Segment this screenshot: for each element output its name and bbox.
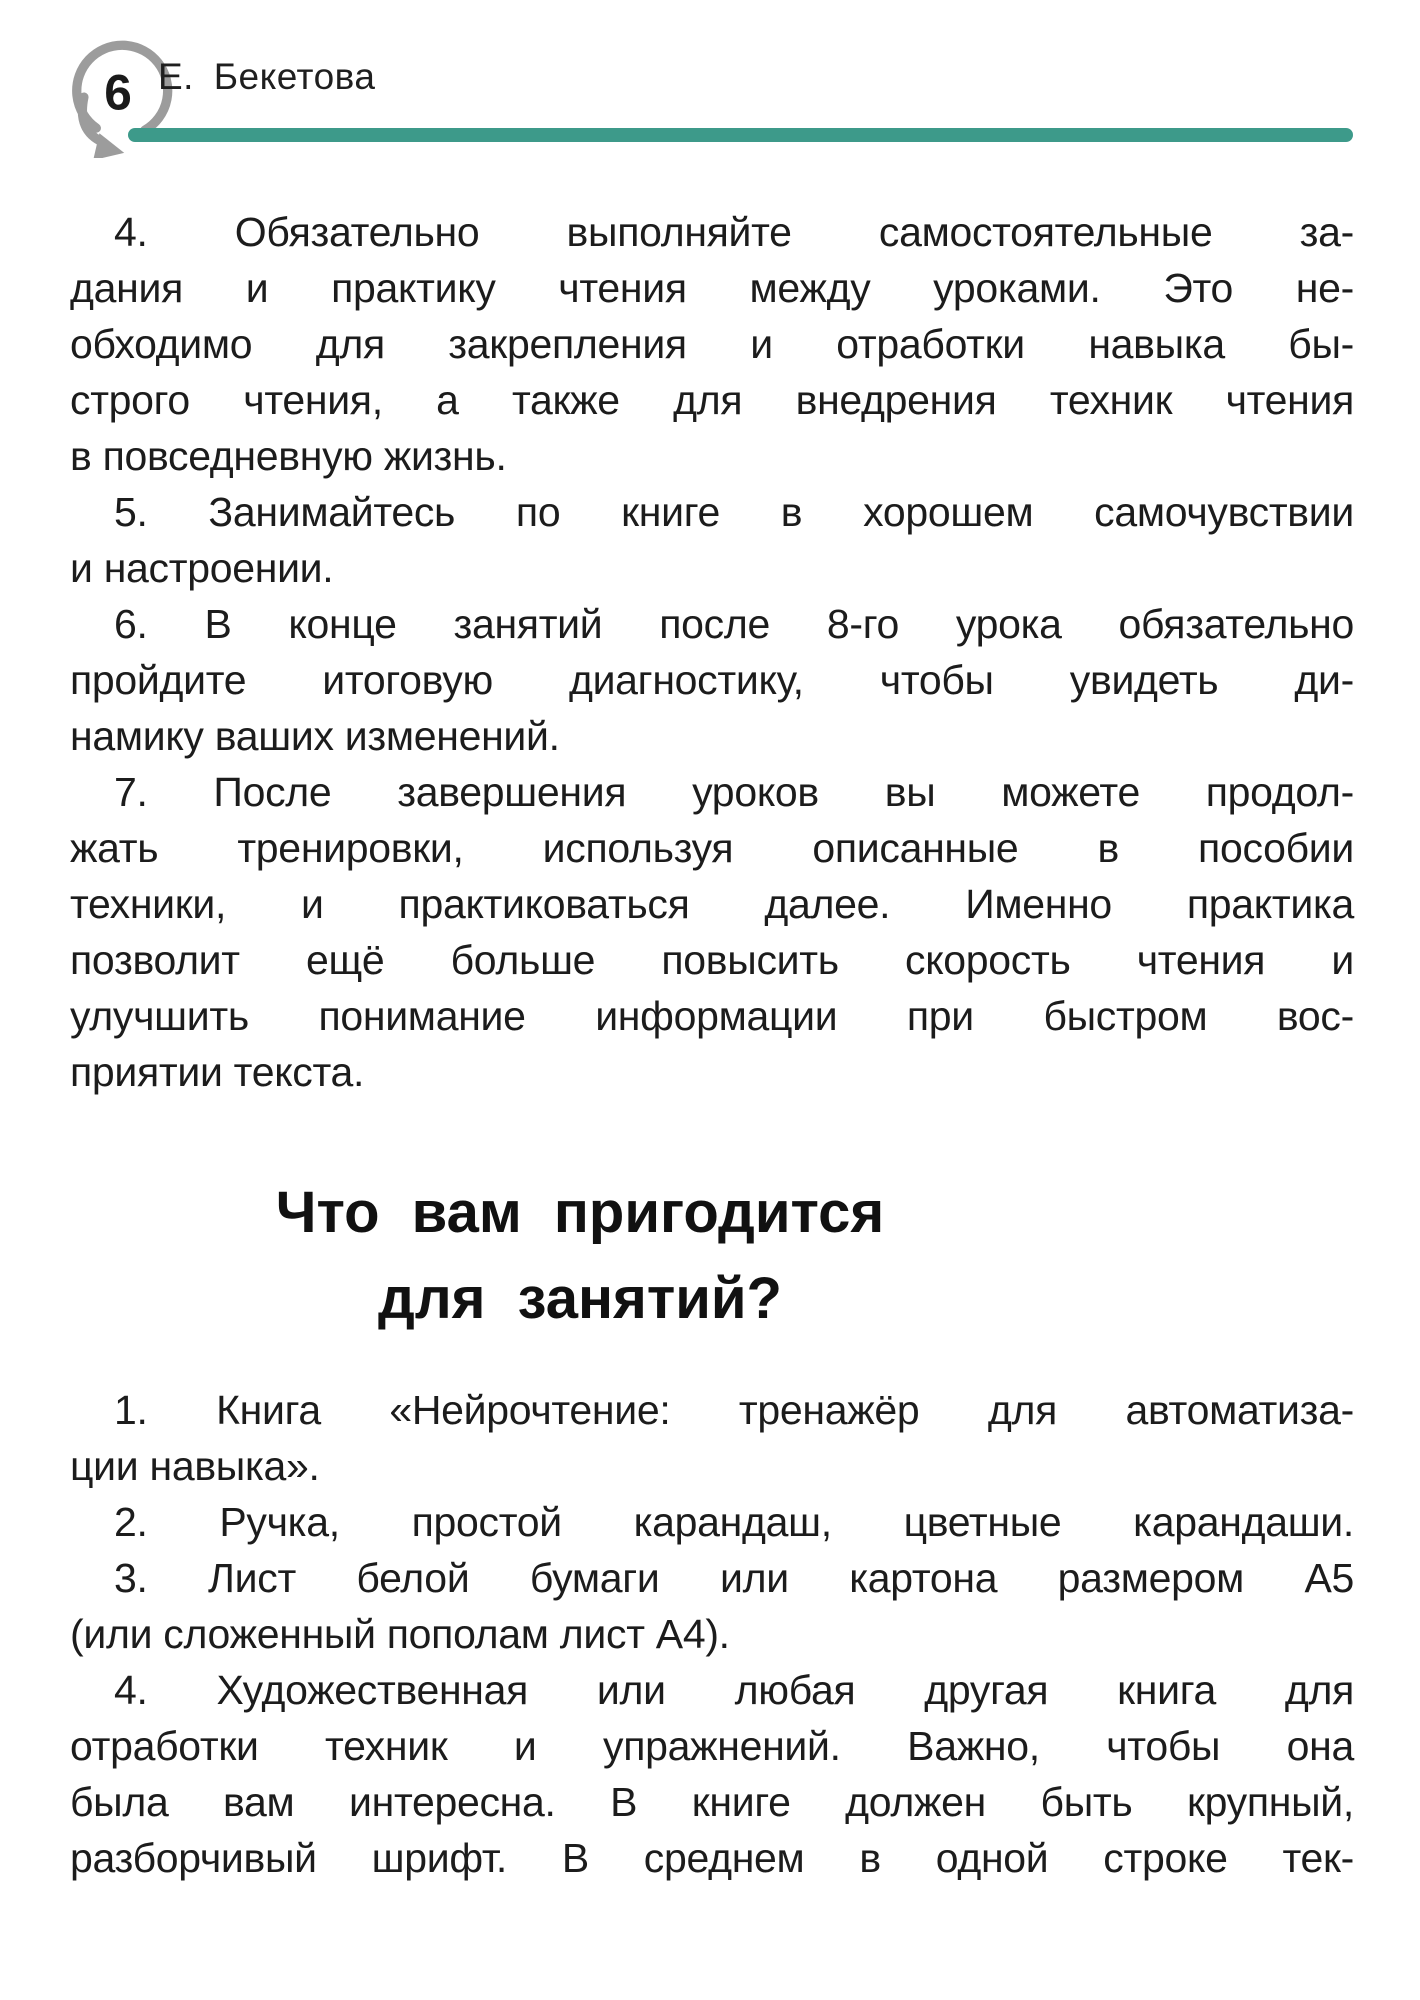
text-line: дания и практику чтения между уроками. Это не- (70, 265, 1354, 311)
text-line: 2. Ручка, простой карандаш, цветные карандаши. (114, 1499, 1354, 1545)
text-line: была вам интересна. В книге должен быть крупный, (70, 1779, 1354, 1825)
text-line: ции навыка». (70, 1443, 320, 1489)
text-line: обходимо для закрепления и отработки навыка бы- (70, 321, 1354, 367)
text-line: техники, и практиковаться далее. Именно практика (70, 881, 1354, 927)
text-line: (или сложенный пополам лист А4). (70, 1611, 730, 1657)
section-heading (70, 1170, 1090, 1342)
paragraph (70, 1550, 1354, 1662)
text-line: 4. Обязательно выполняйте самостоятельные за- (114, 209, 1354, 255)
text-line: намику ваших изменений. (70, 713, 560, 759)
paragraph (70, 1494, 1354, 1550)
text-line: 7. После завершения уроков вы можете продол- (114, 769, 1354, 815)
text-line: 6. В конце занятий после 8-го урока обязательно (114, 601, 1354, 647)
page-number: 6 (104, 64, 132, 121)
paragraph (70, 764, 1354, 1100)
text-line: жать тренировки, используя описанные в пособии (70, 825, 1354, 871)
text-line: разборчивый шрифт. В среднем в одной строке тек- (70, 1835, 1354, 1881)
text-line: позволит ещё больше повысить скорость чтения и (70, 937, 1354, 983)
text-column (70, 0, 1354, 1886)
paragraph (70, 1382, 1354, 1494)
text-line: строго чтения, а также для внедрения техник чтения (70, 377, 1354, 423)
text-line: и настроении. (70, 545, 334, 591)
body-text (70, 204, 1354, 1100)
text-line: улучшить понимание информации при быстром вос- (70, 993, 1354, 1039)
text-line: 3. Лист белой бумаги или картона размером А5 (114, 1555, 1354, 1601)
text-line: 4. Художественная или любая другая книга для (114, 1667, 1354, 1713)
text-line: в повседневную жизнь. (70, 433, 507, 479)
text-line: отработки техник и упражнений. Важно, чтобы она (70, 1723, 1354, 1769)
text-line: 5. Занимайтесь по книге в хорошем самочувствии (114, 489, 1354, 535)
paragraph (70, 1662, 1354, 1886)
text-line: приятии текста. (70, 1049, 365, 1095)
text-line: 1. Книга «Нейрочтение: тренажёр для автоматиза- (114, 1387, 1354, 1433)
heading-line: для занятий? (378, 1266, 782, 1331)
paragraph (70, 204, 1354, 484)
text-line: пройдите итоговую диагностику, чтобы увидеть ди- (70, 657, 1354, 703)
paragraph (70, 484, 1354, 596)
paragraph (70, 596, 1354, 764)
author-name: Е. Бекетова (158, 56, 376, 97)
heading-line: Что вам пригодится (275, 1180, 885, 1245)
supplies-list (70, 1382, 1354, 1886)
